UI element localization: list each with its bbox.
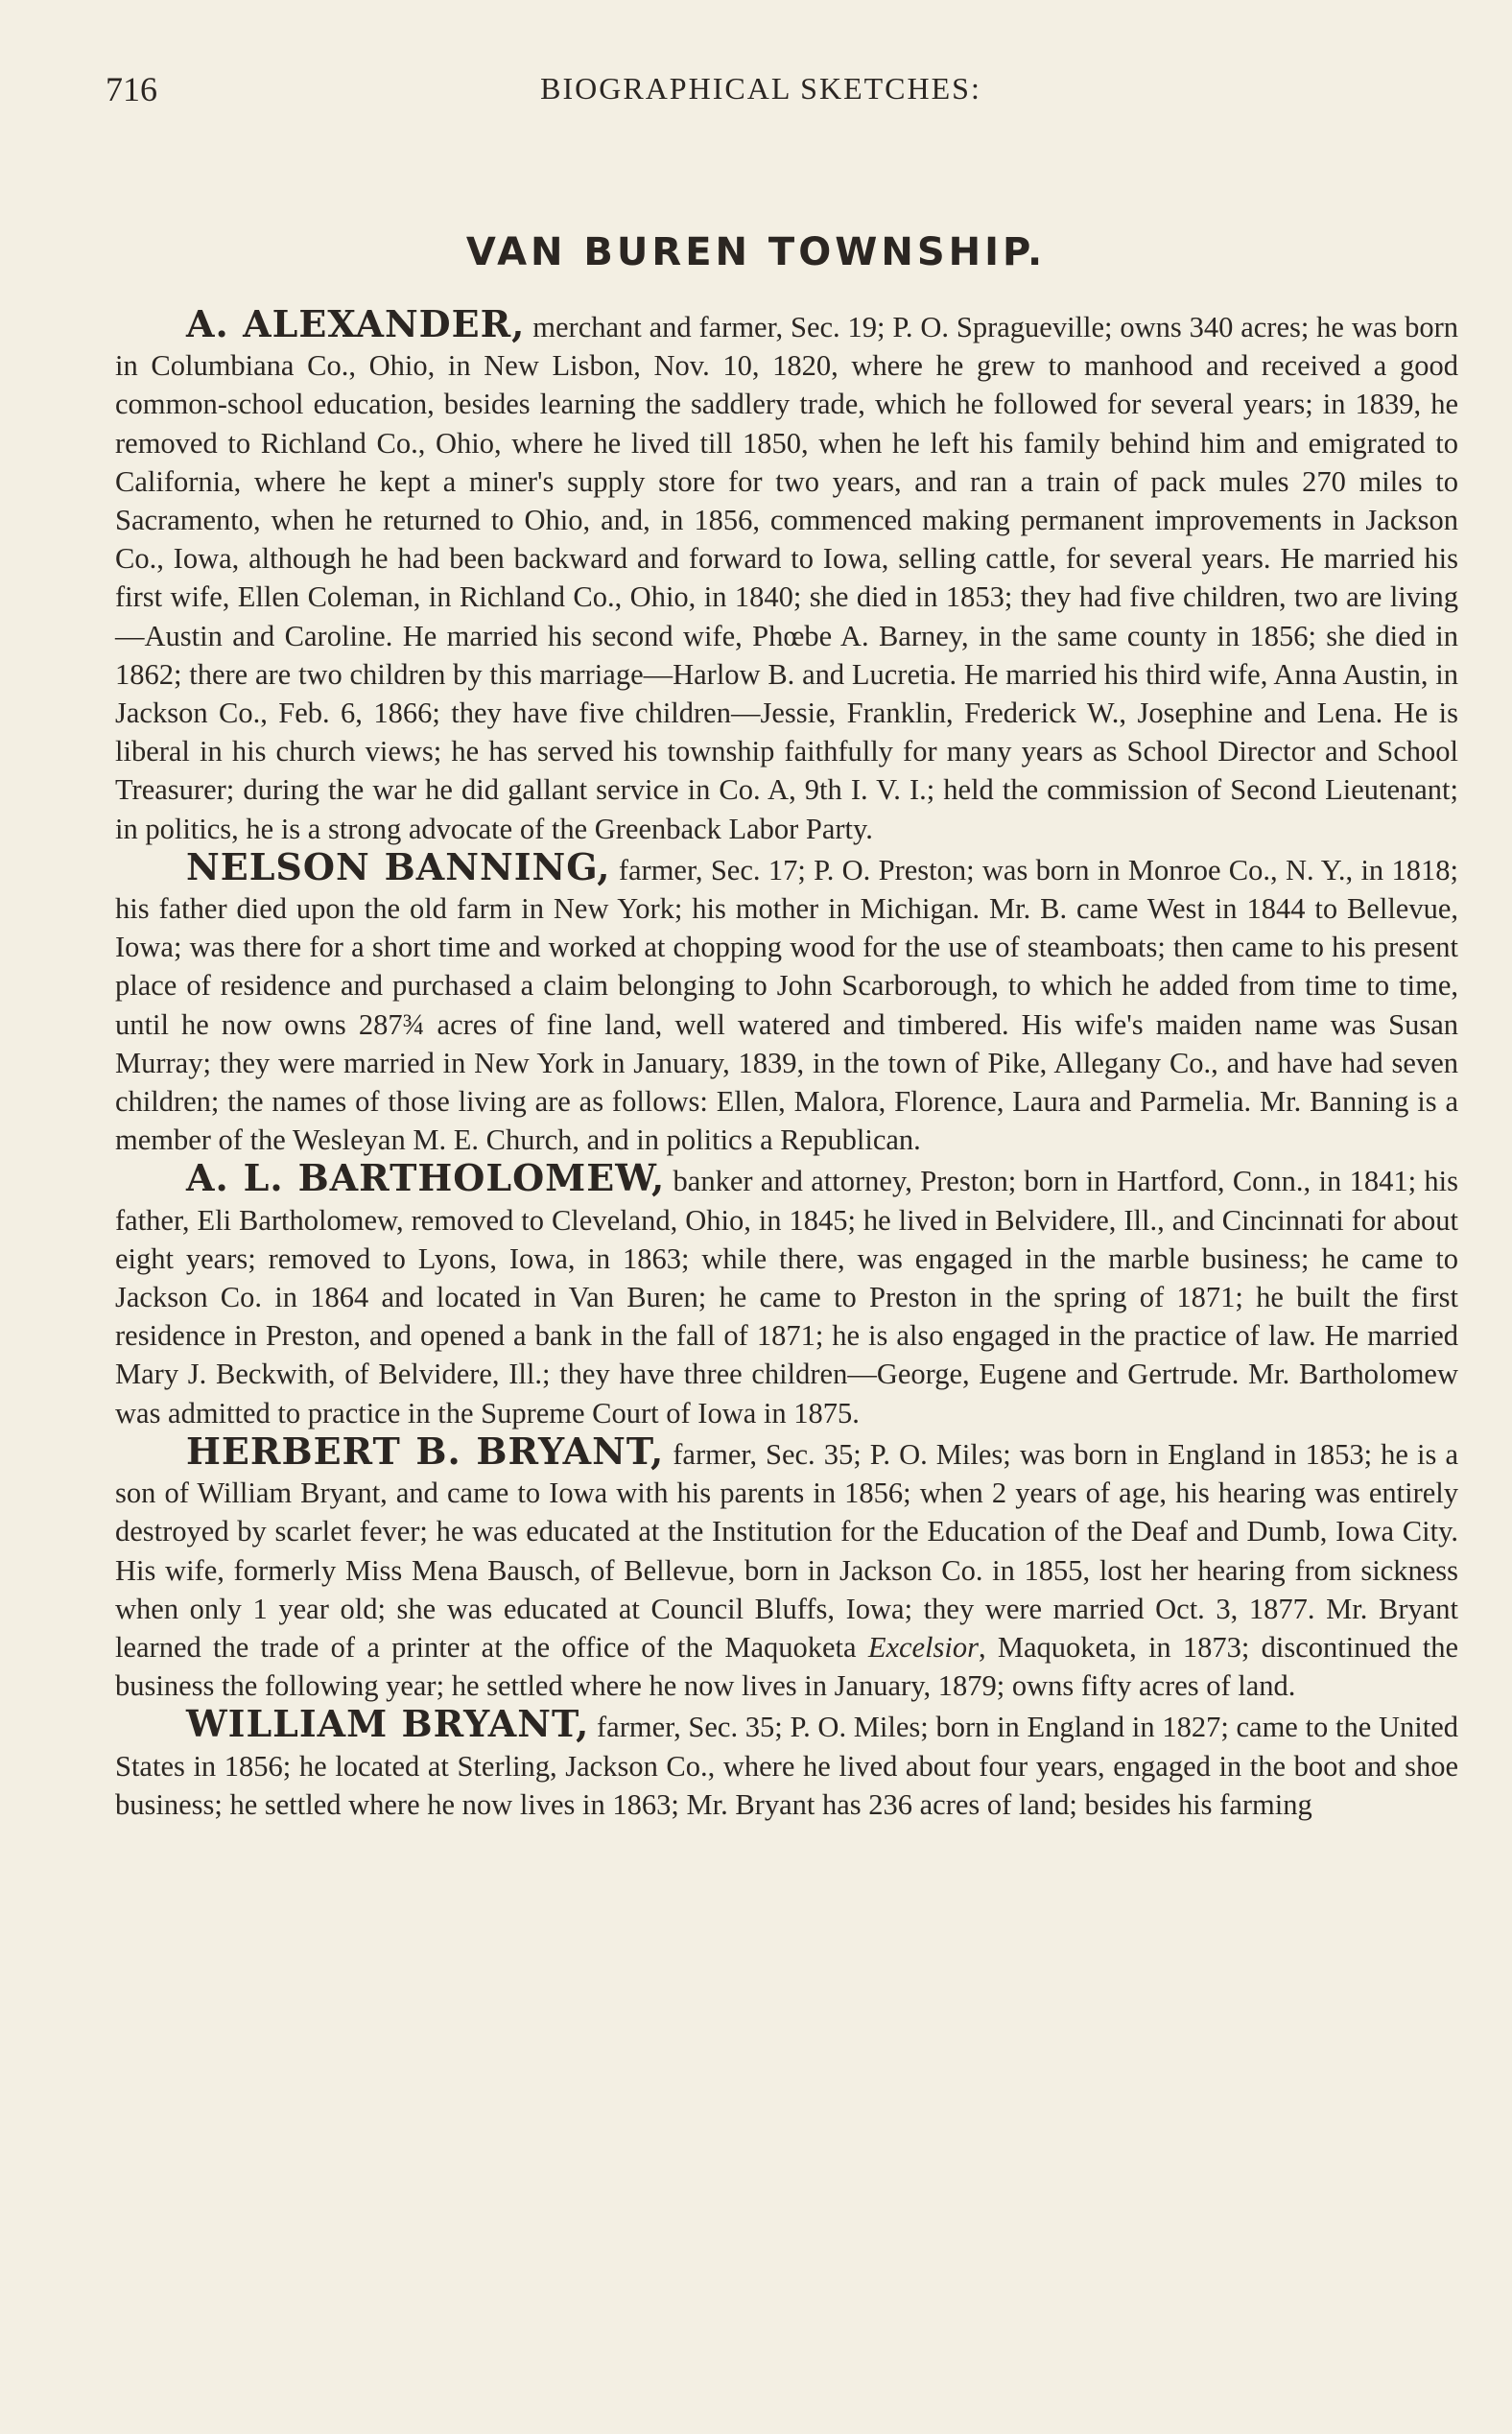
- entry-text: farmer, Sec. 17; P. O. Preston; was born in Monroe Co., N. Y., in 1818; his father died upon the old farm in New York; his mother in Michigan. Mr. B. came West in 1844 to Bellevue, Iowa; was there for a short time and worked at chopping wood for the use of steamboats; then came to his present place of residence and purchased a claim belonging to John Scarborough, to which he added from time to time, until he now owns 287¾ acres of fine land, well watered and timbered. His wife's maiden name was Susan Murray; they were married in New York in January, 1839, in the town of Pike, Allegany Co., and have had seven children; the names of those living are as follows: Ellen, Malora, Florence, Laura and Parmelia. Mr. Banning is a member of the Wesleyan M. E. Church, and in politics a Republican.: [115, 853, 1458, 1157]
- entry-text: farmer, Sec. 35; P. O. Miles; born in England in 1827; came to the United States in 1856; he located at Sterling, Jackson Co., where he lived about four years, engaged in the boot and shoe business; he settled where he now lives in 1863; Mr. Bryant has 236 acres of land; besides his farming: [115, 1711, 1458, 1821]
- page-header: [106, 69, 1416, 113]
- entry-text: farmer, Sec. 35; P. O. Miles; was born in England in 1853; he is a son of William Bryant, and came to Iowa with his parents in 1856; when 2 years of age, his hearing was entirely destroyed by scarlet fever; he was educated at the Institution for the Education of the Deaf and Dumb, Iowa City. His wife, formerly Miss Mena Bausch, of Bellevue, born in Jackson Co. in 1855, lost her hearing from sickness when only 1 year old; she was educated at Council Bluffs, Iowa; they were married Oct. 3, 1877. Mr. Bryant learned the trade of a printer at the office of the Maquoketa: [115, 1437, 1458, 1664]
- entry-herbert-bryant: [115, 1429, 1458, 1705]
- entry-name: HERBERT B. BRYANT,: [186, 1429, 665, 1473]
- entry-william-bryant: [115, 1702, 1458, 1824]
- section-title: VAN BUREN TOWNSHIP.: [465, 230, 1047, 274]
- entry-alexander: [115, 302, 1459, 848]
- entry-text: banker and attorney, Preston; born in Hartford, Conn., in 1841; his father, Eli Bartholomew, removed to Cleveland, Ohio, in 1845; he lived in Belvidere, Ill., and Cincinnati for about eight years; removed to Lyons, Iowa, in 1863; while there, was engaged in the marble business; he came to Jackson Co. in 1864 and located in Van Buren; he came to Preston in the spring of 1871; he built the first residence in Preston, and opened a bank in the fall of 1871; he is also engaged in the practice of law. He married Mary J. Beckwith, of Belvidere, Ill.; they have three children—George, Eugene and Gertrude. Mr. Bartholomew was admitted to practice in the Supreme Court of Iowa in 1875.: [115, 1165, 1459, 1430]
- page-number: 716: [106, 70, 157, 108]
- entry-bartholomew: [115, 1156, 1459, 1431]
- entry-name: NELSON BANNING,: [186, 844, 611, 888]
- newspaper-title: Excelsior: [867, 1630, 979, 1664]
- entry-name: WILLIAM BRYANT,: [186, 1702, 590, 1746]
- entry-text-continued: , Maquoketa, in 1873; discontinued the business the following year; he settled where he now lives in January, 1879; owns fifty acres of land.: [115, 1630, 1458, 1703]
- entry-name: A. L. BARTHOLOMEW,: [186, 1156, 666, 1200]
- entry-text: merchant and farmer, Sec. 19; P. O. Spragueville; owns 340 acres; he was born in Columbiana Co., Ohio, in New Lisbon, Nov. 10, 1820, where he grew to manhood and received a good common-school education, besides learning the saddlery trade, which he followed for several years; in 1839, he removed to Richland Co., Ohio, where he lived till 1850, when he left his family behind him and emigrated to California, where he kept a miner's supply store for two years, and ran a train of pack mules 270 miles to Sacramento, when he returned to Ohio, and, in 1856, commenced making permanent improvements in Jackson Co., Iowa, although he had been backward and forward to Iowa, selling cattle, for several years. He married his first wife, Ellen Coleman, in Richland Co., Ohio, in 1840; she died in 1853; they had five children, two are living—Austin and Caroline. He married his second wife, Phœbe A. Barney, in the same county in 1856; she died in 1862; there are two children by this marriage—Harlow B. and Lucretia. He married his third wife, Anna Austin, in Jackson Co., Feb. 6, 1866; they have five children—Jessie, Franklin, Frederick W., Josephine and Lena. He is liberal in his church views; he has served his township faithfully for many years as School Director and School Treasurer; during the war he did gallant service in Co. A, 9th I. V. I.; held the commission of Second Lieutenant; in politics, he is a strong advocate of the Greenback Labor Party.: [115, 311, 1459, 845]
- running-head: BIOGRAPHICAL SKETCHES:: [540, 71, 981, 106]
- biography-text: [115, 302, 1459, 1824]
- entry-name: A. ALEXANDER,: [186, 302, 526, 345]
- entry-banning: [115, 844, 1458, 1160]
